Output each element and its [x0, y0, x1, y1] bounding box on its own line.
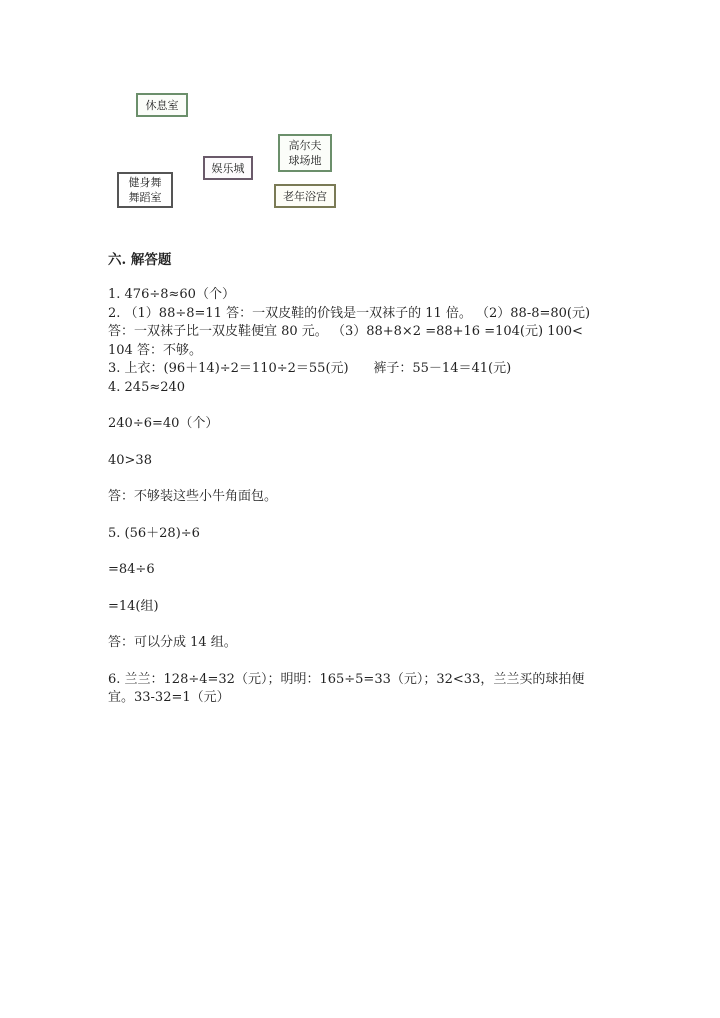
answer-line-6: 4. 245≈240 [108, 379, 186, 395]
section-title: 六. 解答题 [108, 252, 172, 268]
answer-line-9: 答：不够装这些小牛角面包。 [108, 489, 278, 504]
dance-label-line2: 舞蹈室 [128, 191, 162, 204]
rest-room-label: 休息室 [145, 98, 179, 112]
entertainment-box [203, 156, 253, 180]
answer-line-10: 5. (56＋28)÷6 [108, 525, 200, 541]
golf-label-line1: 高尔夫 [288, 139, 322, 152]
dance-room-box [117, 172, 173, 208]
answer-line-14: 6. 兰兰：128÷4=32（元）；明明：165÷5=33（元）；32<33，兰兰买的球拍便 [108, 671, 585, 687]
dance-label-line1: 健身舞 [128, 176, 162, 189]
bath-label: 老年浴宫 [283, 189, 327, 203]
map-diagram [0, 0, 720, 230]
answer-line-15: 宜。33-32=1（元） [108, 690, 230, 705]
golf-course-box [278, 134, 332, 172]
golf-label-line2: 球场地 [288, 154, 322, 167]
answer-line-4: 104 答：不够。 [108, 342, 202, 358]
answer-line-8: 40>38 [108, 452, 152, 468]
answer-line-7: 240÷6=40（个） [108, 416, 219, 431]
answer-line-1: 1. 476÷8≈60（个） [108, 287, 235, 302]
answer-line-2: 2. （1）88÷8=11 答：一双皮鞋的价钱是一双袜子的 11 倍。 （2）88-8=80(元) [108, 305, 591, 321]
answer-section [108, 248, 618, 708]
answer-line-3: 答：一双袜子比一双皮鞋便宜 80 元。 （3）88+8×2 =88+16 =104(元) 100< [108, 324, 583, 339]
entertainment-label: 娱乐城 [211, 161, 245, 175]
answer-line-5: 3. 上衣：(96＋14)÷2＝110÷2＝55(元) 裤子：55－14＝41(元) [108, 361, 512, 376]
answer-line-12: =14(组) [108, 598, 159, 614]
answer-line-13: 答：可以分成 14 组。 [108, 635, 237, 650]
bath-house-box [274, 184, 336, 208]
rest-room-box [136, 93, 188, 117]
answer-line-11: =84÷6 [108, 562, 155, 577]
